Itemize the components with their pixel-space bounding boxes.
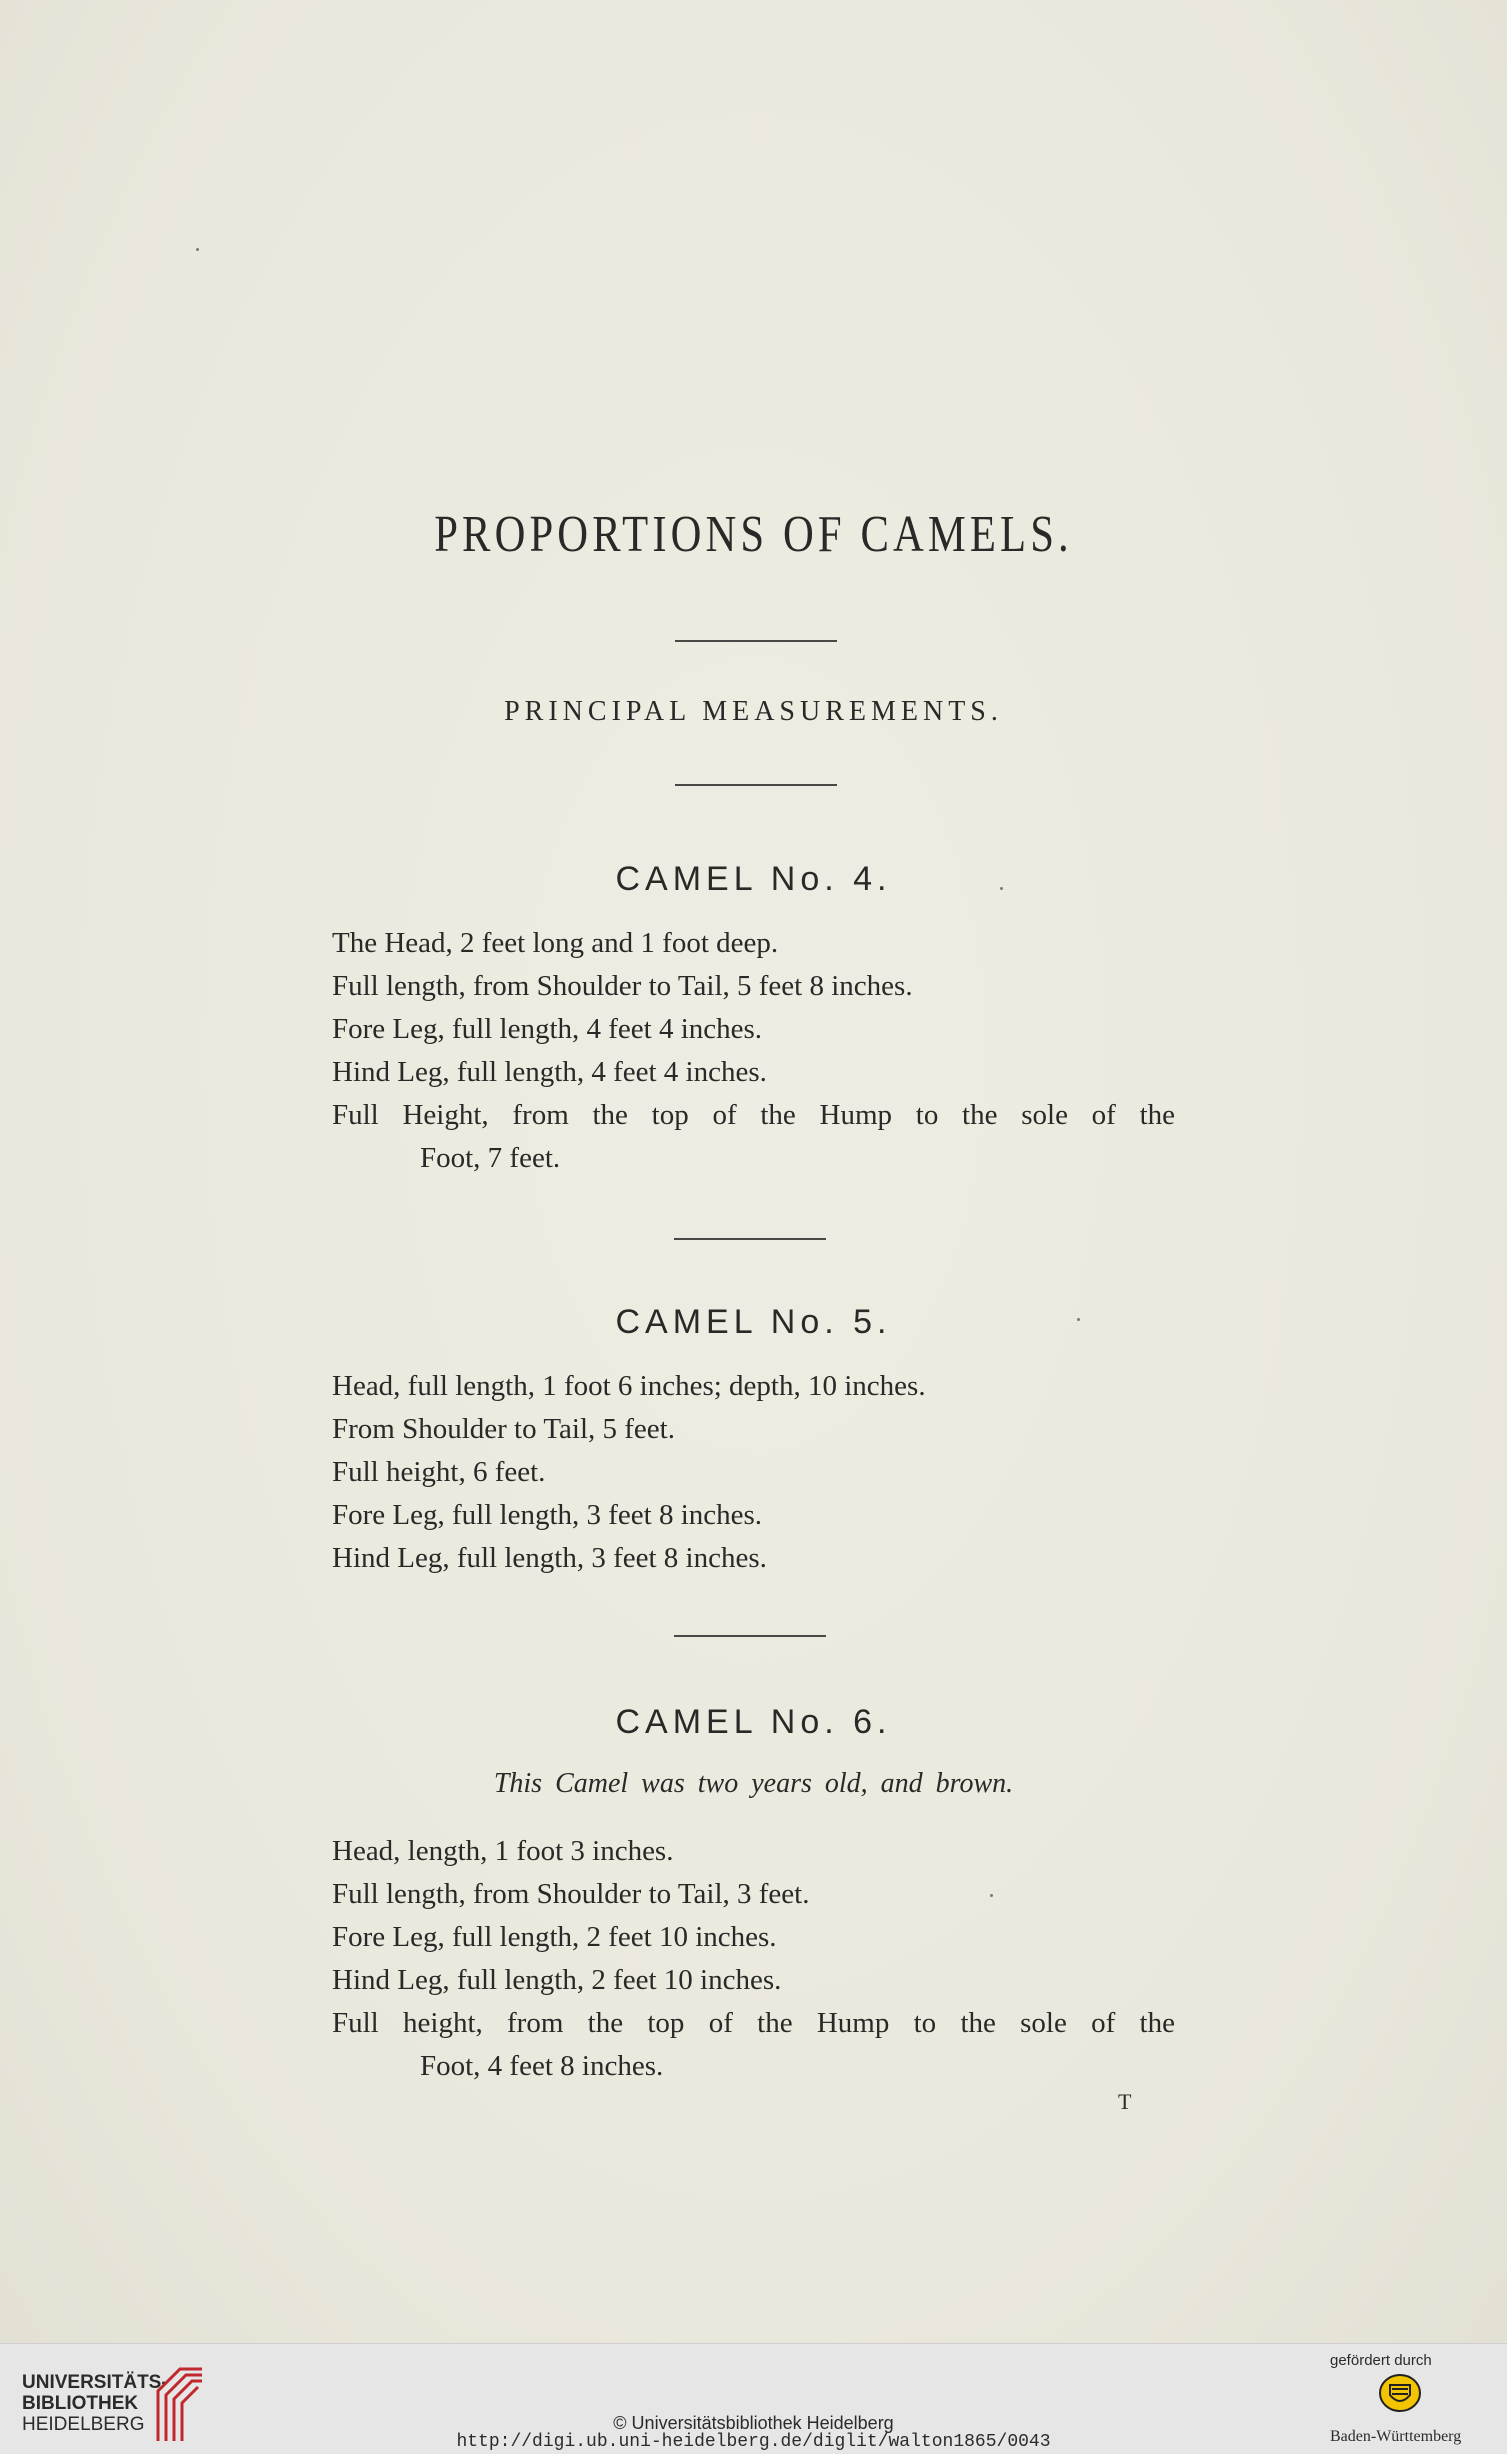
measurement-line: Head, full length, 1 foot 6 inches; depth, 10 inches.	[332, 1370, 926, 1402]
section-rule	[674, 1238, 826, 1240]
measurement-line: Hind Leg, full length, 3 feet 8 inches.	[332, 1542, 767, 1574]
measurement-line-continued: Foot, 4 feet 8 inches.	[420, 2050, 664, 2082]
measurement-line: The Head, 2 feet long and 1 foot deep.	[332, 927, 779, 959]
section-caption: This Camel was two years old, and brown.	[493, 1768, 1014, 1799]
paper-speck	[1000, 887, 1003, 890]
section-heading-camel-5: CAMEL No. 5.	[615, 1303, 892, 1341]
library-name-line: UNIVERSITÄTS-	[22, 2372, 168, 2393]
measurement-line: Full Height, from the top of the Hump to the sole of the	[332, 1099, 1175, 1131]
library-name-line: BIBLIOTHEK	[22, 2393, 139, 2414]
paper-speck	[1077, 1318, 1080, 1321]
subtitle-rule	[675, 784, 837, 786]
copyright-notice: © Universitätsbibliothek Heidelberg	[613, 2413, 894, 2433]
paper-speck	[990, 1894, 993, 1897]
title-rule	[675, 640, 837, 642]
signature-mark: T	[1118, 2089, 1132, 2114]
page-title: PROPORTIONS OF CAMELS.	[434, 506, 1073, 563]
section-heading-camel-6: CAMEL No. 6.	[615, 1703, 892, 1741]
permalink-url[interactable]: http://digi.ub.uni-heidelberg.de/diglit/walton1865/0043	[456, 2432, 1051, 2452]
section-heading-camel-4: CAMEL No. 4.	[615, 860, 892, 898]
measurement-line: Fore Leg, full length, 4 feet 4 inches.	[332, 1013, 763, 1045]
measurement-line: Full length, from Shoulder to Tail, 3 feet.	[332, 1878, 810, 1910]
measurement-line: From Shoulder to Tail, 5 feet.	[332, 1413, 675, 1445]
page-subtitle: PRINCIPAL MEASUREMENTS.	[504, 696, 1003, 727]
state-crest-icon	[1378, 2373, 1422, 2413]
measurement-line-continued: Foot, 7 feet.	[420, 1142, 561, 1174]
section-rule	[674, 1635, 826, 1637]
measurement-line: Hind Leg, full length, 2 feet 10 inches.	[332, 1964, 782, 1996]
measurement-line: Full height, from the top of the Hump to the sole of the	[332, 2007, 1175, 2039]
measurement-line: Fore Leg, full length, 2 feet 10 inches.	[332, 1921, 777, 1953]
measurement-line: Fore Leg, full length, 3 feet 8 inches.	[332, 1499, 763, 1531]
measurement-line: Full height, 6 feet.	[332, 1456, 546, 1488]
paper-speck	[196, 248, 199, 251]
sponsor-label: gefördert durch	[1330, 2352, 1432, 2369]
library-name-line: HEIDELBERG	[22, 2414, 145, 2435]
sponsor-name: Baden-Württemberg	[1330, 2428, 1462, 2445]
measurement-line: Head, length, 1 foot 3 inches.	[332, 1835, 674, 1867]
measurement-line: Full length, from Shoulder to Tail, 5 feet 8 inches.	[332, 970, 913, 1002]
measurement-line: Hind Leg, full length, 4 feet 4 inches.	[332, 1056, 767, 1088]
